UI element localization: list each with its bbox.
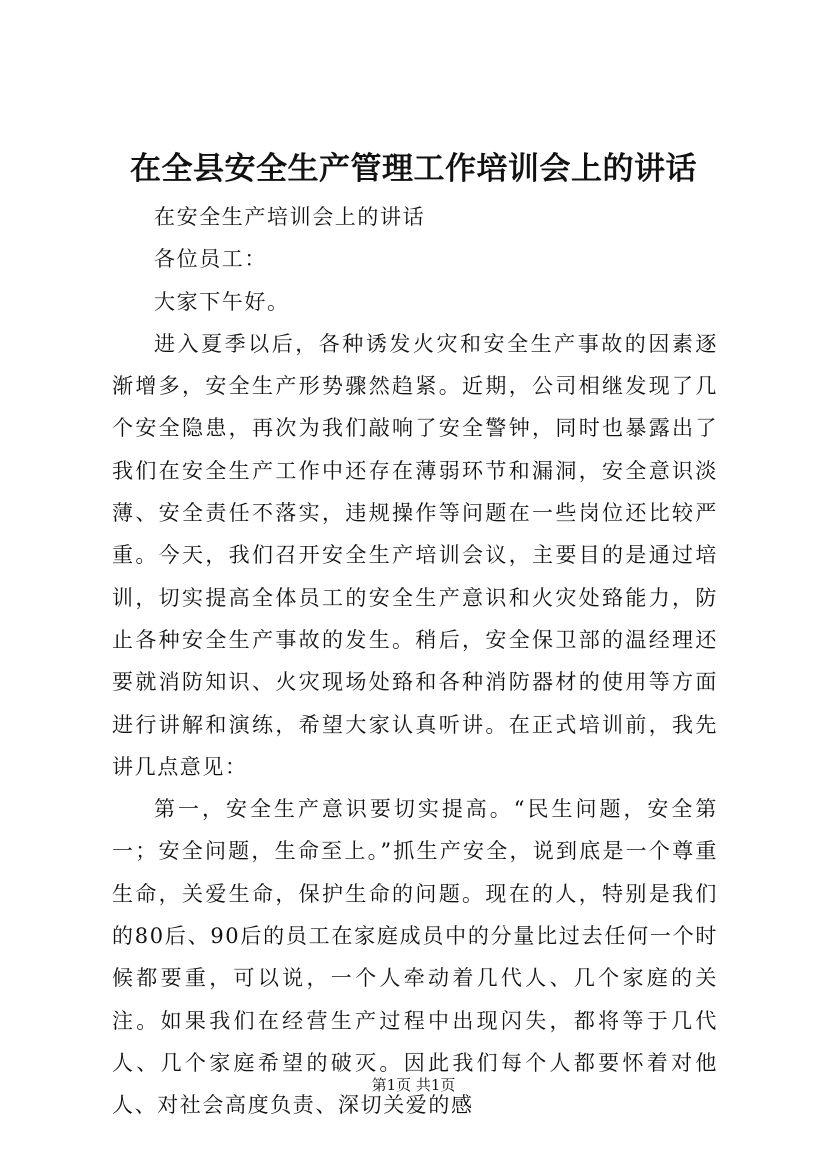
salutation-paragraph: 各位员工： [154,247,267,272]
document-body [112,196,718,1127]
page-number-footer: 第1页 共1页 [371,1076,456,1094]
subtitle-paragraph: 在安全生产培训会上的讲话 [154,205,426,229]
body-paragraph: 进入夏季以后，各种诱发火灾和安全生产事故的因素逐渐增多，安全生产形势骤然趋紧。近期，公司相继发现了几个安全隐患，再次为我们敲响了安全警钟，同时也暴露出了我们在安全生产工作中还存在薄弱环节和漏洞，安全意识淡薄、安全责任不落实，违规操作等问题在一些岗位还比较严重。今天，我们召开安全生产培训会议，主要目的是通过培训，切实提高全体员工的安全生产意识和火灾处臵能力，防止各种安全生产事故的发生。稍后，安全保卫部的温经理还要就消防知识、火灾现场处臵和各种消防器材的使用等方面进行讲解和演练，希望大家认真听讲。在正式培训前，我先讲几点意见： [112,331,718,779]
greeting-paragraph: 大家下午好。 [154,289,290,314]
body-paragraph: 第一，安全生产意识要切实提高。“民生问题，安全第一；安全问题，生命至上。”抓生产安全，说到底是一个尊重生命，关爱生命，保护生命的问题。现在的人，特别是我们的80后、90后的员工在家庭成员中的分量比过去任何一个时候都要重，可以说，一个人牵动着几代人、几个家庭的关注。如果我们在经营生产过程中出现闪失，都将等于几代人、几个家庭希望的破灭。因此我们每个人都要怀着对他人、对社会高度负责、深切关爱的感 [112,797,718,1118]
document-title: 在全县安全生产管理工作培训会上的讲话 [130,151,697,187]
